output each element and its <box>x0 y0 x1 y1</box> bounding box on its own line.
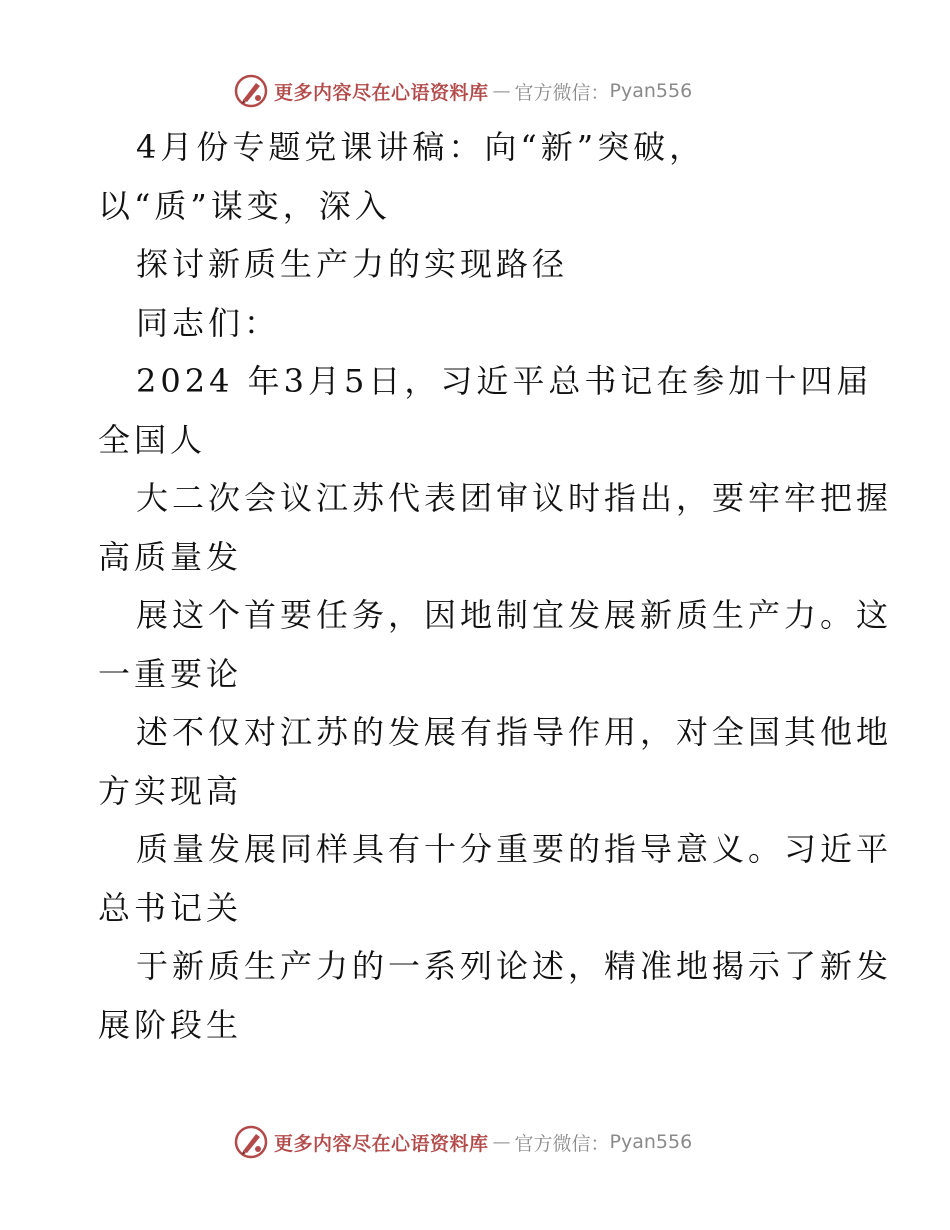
salutation: 同志们： <box>136 303 281 342</box>
watermark-separator: — <box>492 80 511 102</box>
watermark-brand-text: 更多内容尽在心语资料库 <box>274 1132 489 1155</box>
watermark-contact-label: 官方微信： <box>514 1132 610 1155</box>
body-line: 展这个首要任务，因地制宜发展新质生产力。这 <box>136 596 893 634</box>
document-title-line-2: 以“质”谋变，深入 <box>98 186 391 225</box>
body-line: 2024 年3月5日，习近平总书记在参加十四届 <box>136 362 873 400</box>
body-line: 全国人 <box>98 420 207 459</box>
watermark-contact-handle: Pyan556 <box>609 1131 693 1153</box>
body-line: 展阶段生 <box>98 1005 243 1044</box>
watermark-contact-handle: Pyan556 <box>609 80 693 102</box>
header-watermark <box>234 73 692 109</box>
document-body <box>98 118 893 1054</box>
body-line: 质量发展同样具有十分重要的指导意义。习近平 <box>136 830 893 868</box>
body-line: 高质量发 <box>98 537 243 576</box>
watermark-brand-text: 更多内容尽在心语资料库 <box>274 81 489 104</box>
document-title-line-1: 4月份专题党课讲稿：向“新”突破， <box>136 128 706 166</box>
footer-watermark <box>234 1124 692 1160</box>
body-line: 方实现高 <box>98 771 243 810</box>
body-line: 述不仅对江苏的发展有指导作用，对全国其他地 <box>136 713 893 751</box>
body-line: 大二次会议江苏代表团审议时指出，要牢牢把握 <box>136 479 893 517</box>
pen-logo-icon <box>234 1125 268 1159</box>
watermark-contact-label: 官方微信： <box>514 81 610 104</box>
body-line: 一重要论 <box>98 654 243 693</box>
document-title-line-3: 探讨新质生产力的实现路径 <box>136 245 569 283</box>
body-line: 于新质生产力的一系列论述，精准地揭示了新发 <box>136 947 893 985</box>
watermark-separator: — <box>492 1131 511 1153</box>
pen-logo-icon <box>234 74 268 108</box>
body-line: 总书记关 <box>98 888 243 927</box>
